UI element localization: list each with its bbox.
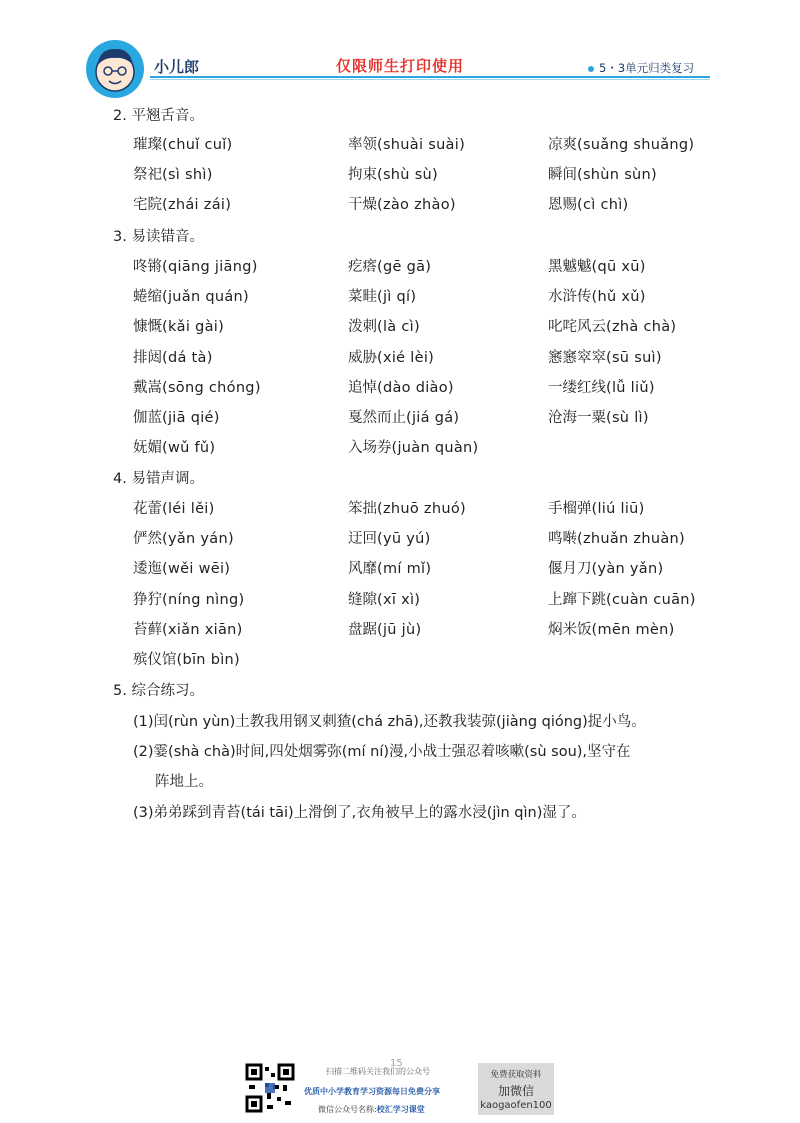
word-item: 入场券(juàn quàn) [348, 440, 479, 456]
exercise-sentence-continued: 阵地上。 [155, 774, 213, 790]
word-item: 俨然(yǎn yán) [133, 531, 234, 547]
header-divider-thin [150, 79, 710, 80]
word-item: 鸣啭(zhuǎn zhuàn) [548, 531, 685, 547]
badge-line-3: kaogaofen100 [480, 1100, 552, 1111]
word-item: 逶迤(wěi wēi) [133, 561, 231, 577]
page-header [0, 0, 800, 100]
wechat-account [318, 1104, 425, 1115]
word-item: 迂回(yū yú) [348, 531, 431, 547]
word-item: 焖米饭(mēn mèn) [548, 622, 675, 638]
footer-slogan: 优质中小学教育学习资源每日免费分享 [304, 1087, 440, 1096]
word-item: 戛然而止(jiá gá) [348, 410, 460, 426]
badge-line-2: 加微信 [497, 1084, 534, 1098]
word-item: 干燥(zào zhào) [348, 197, 456, 213]
word-item: 率领(shuài suài) [348, 137, 466, 153]
word-item: 手榴弹(liú liū) [548, 501, 645, 517]
word-item: 叱咤风云(zhà chà) [548, 319, 677, 335]
section-title: 2. 平翘舌音。 [113, 108, 204, 124]
word-item: 窸窸窣窣(sū suì) [548, 350, 662, 366]
word-item: 笨拙(zhuō zhuó) [348, 501, 466, 517]
word-item: 殡仪馆(bīn bìn) [133, 652, 240, 668]
word-item: 凉爽(suǎng shuǎng) [548, 137, 695, 153]
exercise-sentence: (3)弟弟踩到青苔(tái tāi)上滑倒了,衣角被早上的露水浸(jìn qìn)湿了。 [133, 805, 586, 821]
word-item: 瞬间(shùn sùn) [548, 167, 657, 183]
print-notice: 仅限师生打印使用 [335, 57, 464, 75]
word-item: 祭祀(sì shì) [133, 167, 213, 183]
word-item: 风靡(mí mǐ) [348, 561, 432, 577]
header-divider [150, 76, 710, 78]
bullet-dot-icon [588, 66, 594, 72]
word-item: 泼刺(là cì) [348, 319, 420, 335]
word-item: 排闼(dá tà) [133, 350, 213, 366]
exercise-sentence: (1)闰(rùn yùn)土教我用钢叉刺猹(chá zhā),还教我装弶(jiàng qióng)捉小鸟。 [133, 714, 646, 730]
word-item: 恩赐(cì chì) [548, 197, 629, 213]
word-item: 沧海一粟(sù lì) [548, 410, 649, 426]
word-item: 拘束(shù sù) [348, 167, 439, 183]
wechat-label: 微信公众号名称: [318, 1105, 377, 1114]
word-item: 黑魆魆(qū xū) [548, 259, 646, 275]
brand-name: 小儿郎 [154, 58, 200, 76]
word-item: 蜷缩(juǎn quán) [133, 289, 249, 305]
word-item: 苔藓(xiǎn xiān) [133, 622, 243, 638]
word-item: 狰狞(níng nìng) [133, 592, 245, 608]
qr-scan-hint: 扫描二维码关注我们的公众号 [326, 1067, 430, 1076]
section-title: 3. 易读错音。 [113, 229, 204, 245]
page-number: 15 [390, 1058, 403, 1069]
exercise-sentence: (2)霎(shà chà)时间,四处烟雾弥(mí ní)漫,小战士强忍着咳嗽(sù sou),坚守在 [133, 744, 631, 760]
boy-mascot-icon [84, 38, 146, 100]
qr-code-icon [245, 1063, 295, 1113]
word-item: 缝隙(xī xì) [348, 592, 421, 608]
word-item: 水浒传(hǔ xǔ) [548, 289, 646, 305]
badge-line-1: 免费获取资料 [490, 1070, 542, 1080]
word-item: 菜畦(jì qí) [348, 289, 417, 305]
word-item: 一缕红线(lǚ liǔ) [548, 380, 655, 396]
word-item: 璀璨(chuǐ cuǐ) [133, 137, 233, 153]
word-item: 戴嵩(sōng chóng) [133, 380, 261, 396]
word-item: 威胁(xié lèi) [348, 350, 435, 366]
word-item: 咚锵(qiāng jiāng) [133, 259, 258, 275]
unit-text: 5・3单元归类复习 [599, 61, 695, 75]
word-item: 偃月刀(yàn yǎn) [548, 561, 664, 577]
section-title: 4. 易错声调。 [113, 471, 204, 487]
word-item: 花蕾(léi lěi) [133, 501, 215, 517]
word-item: 妩媚(wǔ fǔ) [133, 440, 216, 456]
free-resource-badge [478, 1063, 554, 1115]
wechat-name: 校汇学习课堂 [376, 1105, 425, 1114]
word-item: 盘踞(jū jù) [348, 622, 422, 638]
word-item: 上蹿下跳(cuàn cuān) [548, 592, 696, 608]
word-item: 伽蓝(jiā qié) [133, 410, 220, 426]
unit-label [588, 60, 694, 76]
word-item: 慷慨(kǎi gài) [133, 319, 225, 335]
word-item: 疙瘩(gē gā) [348, 259, 432, 275]
word-item: 宅院(zhái zái) [133, 197, 232, 213]
section-title: 5. 综合练习。 [113, 683, 204, 699]
word-item: 追悼(dào diào) [348, 380, 454, 396]
